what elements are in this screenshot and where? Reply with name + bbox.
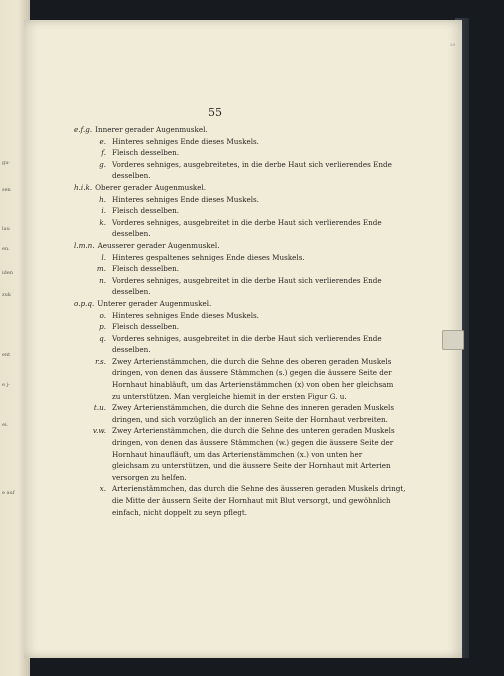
margin-fragment: e auf [2,490,15,496]
line-text: Zwey Arterienstämmchen, die durch die Sehne des unteren geraden Muskels [112,426,395,436]
legend-item [74,263,374,275]
legend-continuation [74,367,392,379]
line-text: Vorderes sehniges, ausgebreitet in die derbe Haut sich verlierendes Ende [112,275,382,285]
legend-item [74,310,374,322]
line-text: Zwey Arterienstämmchen, die durch die Sehne des inneren geraden Muskels [112,403,395,413]
item-label: g. [99,159,106,169]
line-text: desselben. [112,287,151,297]
legend-item [74,425,395,437]
item-label: o. [99,310,106,320]
line-text: Hornhaut hinabläuft, um das Arterienstämmchen (x) von oben her gleichsam [112,380,394,390]
item-label: f. [101,148,106,158]
section-label: o.p.q. [74,298,95,308]
section-heading [74,124,374,136]
line-text: Fleisch desselben. [112,148,180,158]
legend-continuation [74,460,391,472]
legend-continuation [74,449,374,461]
legend-continuation [74,170,374,182]
item-label: n. [99,275,106,285]
margin-fragment: gu- [2,160,11,166]
line-text: desselben. [112,171,151,181]
item-label: e. [99,136,106,146]
legend-item [74,159,392,171]
legend-continuation [74,286,374,298]
margin-fragment: zuk [2,292,11,298]
item-label: r.s. [95,356,106,366]
legend-item [74,321,374,333]
margin-fragment: en. [2,246,10,252]
line-text: Hornhaut hinaufläuft, um das Arterienstämmchen (x.) von unten her [112,449,363,459]
line-text: einfach, nicht doppelt zu seyn pflegt. [112,507,248,517]
legend-item [74,136,374,148]
line-text: Innerer gerader Augenmuskel. [95,125,208,134]
item-label: v.w. [92,426,106,436]
line-text: zu unterstützen. Man vergleiche hiemit in der ersten Figur G. u. [112,391,347,401]
line-text: Vorderes sehniges, ausgebreitet in die derbe Haut sich verlierendes Ende [112,333,382,343]
line-text: Unterer gerader Augenmuskel. [97,298,212,308]
line-text: gleichsam zu unterstützen, und die äussere Seite der Hornhaut mit Arterien [112,461,391,471]
legend-continuation [74,507,374,519]
line-text: dringen, von denen das äussere Stämmchen (s.) gegen die äussere Seite der [112,368,392,378]
section-label: l.m.n. [74,240,95,250]
legend-item [74,194,374,206]
line-text: Hinteres sehniges Ende dieses Muskels. [112,194,259,204]
item-label: p. [99,322,106,332]
legend-continuation [74,228,374,240]
page-number: 55 [208,106,222,119]
legend-continuation [74,391,374,403]
item-label: x. [99,484,106,494]
margin-fragment: ei. [2,422,9,428]
margin-fragment: e j- [2,382,10,388]
legend-continuation [74,379,394,391]
line-text: Hinteres sehniges Ende dieses Muskels. [112,310,259,320]
legend-item [74,217,382,229]
line-text: versorgen zu helfen. [112,472,187,482]
item-label: l. [101,252,106,262]
legend-item [74,252,374,264]
section-label: h.i.k. [74,182,93,192]
legend-continuation [74,472,374,484]
legend-item [74,333,382,345]
line-text: Vorderes sehniges, ausgebreitetes, in die derbe Haut sich verlierendes Ende [112,159,392,169]
line-text: Hinteres gespaltenes sehniges Ende dieses Muskels. [112,252,305,262]
line-text: desselben. [112,345,151,355]
corner-mark: 29 [450,42,456,47]
legend-continuation [74,414,388,426]
section-label: e.f.g. [74,125,93,134]
line-text: Fleisch desselben. [112,206,180,216]
legend-item [74,147,374,159]
item-label: i. [101,206,106,216]
legend-item [74,483,406,495]
line-text: Fleisch desselben. [112,322,180,332]
section-heading [74,298,374,310]
line-text: dringen, und sich vorzüglich an der inneren Seite der Hornhaut verbreiten. [112,414,388,424]
line-text: Zwey Arterienstämmchen, die durch die Sehne des oberen geraden Muskels [112,356,392,366]
item-label: t.u. [93,403,106,413]
legend-item [74,275,382,287]
page-tab [442,330,464,350]
legend-continuation [74,344,374,356]
line-text: Oberer gerader Augenmuskel. [95,182,207,192]
line-text: Arterienstämmchen, das durch die Sehne des äusseren geraden Muskels dringt, [112,484,406,494]
line-text: Hinteres sehniges Ende dieses Muskels. [112,136,259,146]
legend-item [74,205,374,217]
item-label: q. [99,333,106,343]
page-text [74,124,406,518]
item-label: k. [99,217,106,227]
line-text: Fleisch desselben. [112,264,180,274]
margin-fragment: lau [2,226,10,232]
line-text: Aeusserer gerader Augenmuskel. [97,240,220,250]
section-heading [74,182,374,194]
legend-continuation [74,437,394,449]
legend-continuation [74,495,391,507]
line-text: Vorderes sehniges, ausgebreitet in die derbe Haut sich verlierendes Ende [112,217,382,227]
margin-fragment: sen [2,187,11,193]
margin-fragment: iden [2,270,13,276]
margin-fragment: ent [2,352,11,358]
item-label: h. [99,194,106,204]
legend-item [74,356,392,368]
line-text: desselben. [112,229,151,239]
line-text: dringen, von denen das äussere Stämmchen (w.) gegen die äussere Seite der [112,438,394,448]
item-label: m. [96,264,106,274]
section-heading [74,240,374,252]
line-text: die Mitte der äussern Seite der Hornhaut mit Blut versorgt, und gewöhnlich [112,496,391,505]
legend-item [74,402,395,414]
